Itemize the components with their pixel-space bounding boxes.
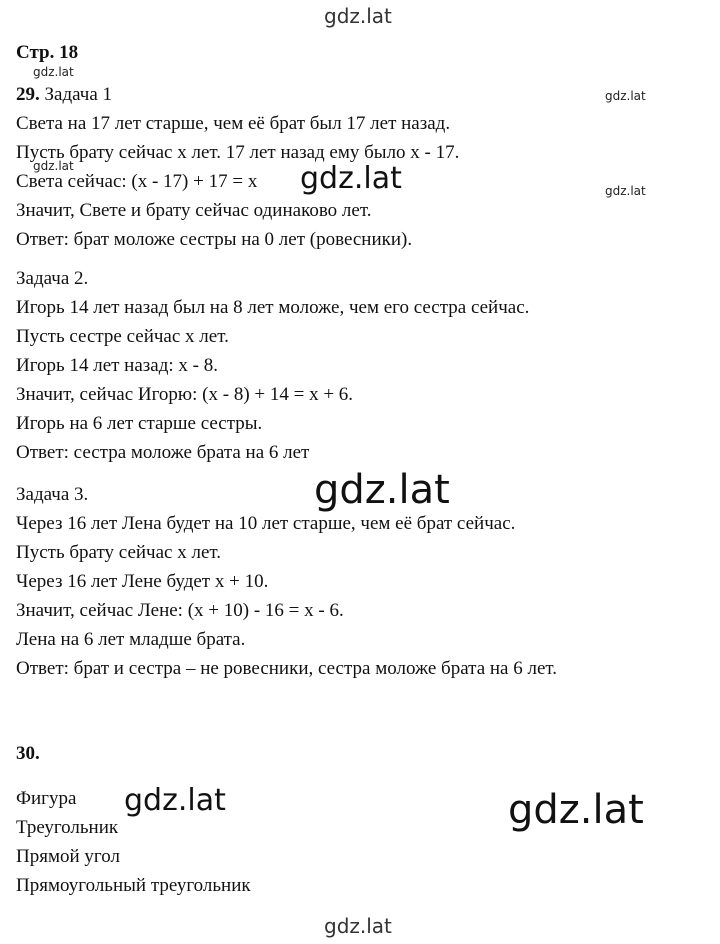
watermark-top: gdz.lat bbox=[324, 4, 392, 28]
task30-item-3: Прямой угол bbox=[16, 846, 120, 867]
watermark-bottom: gdz.lat bbox=[324, 914, 392, 938]
problem1-line-1: Света на 17 лет старше, чем её брат был 17 лет назад. bbox=[16, 113, 451, 134]
problem3-title: Задача 3. bbox=[16, 484, 89, 505]
task30-item-2: Треугольник bbox=[16, 817, 119, 838]
problem2-line-5: Игорь на 6 лет старше сестры. bbox=[16, 413, 263, 434]
problem1-title: Задача 1 bbox=[44, 84, 113, 105]
problem1-line-4: Значит, Свете и брату сейчас одинаково лет. bbox=[16, 200, 372, 221]
task29-number: 29. bbox=[16, 84, 40, 105]
problem3-line-2: Пусть брату сейчас x лет. bbox=[16, 542, 222, 563]
problem2-line-2: Пусть сестре сейчас x лет. bbox=[16, 326, 229, 347]
problem3-line-4: Значит, сейчас Лене: (x + 10) - 16 = x - 6. bbox=[16, 600, 344, 621]
task30-number: 30. bbox=[16, 743, 40, 764]
problem2-line-6: Ответ: сестра моложе брата на 6 лет bbox=[16, 442, 310, 463]
watermark-small-3: gdz.lat bbox=[33, 159, 74, 173]
problem1-line-5: Ответ: брат моложе сестры на 0 лет (ровесники). bbox=[16, 229, 413, 250]
problem1-line-2: Пусть брату сейчас x лет. 17 лет назад ему было x - 17. bbox=[16, 142, 460, 163]
watermark-small-2: gdz.lat bbox=[605, 89, 646, 103]
watermark-small-1: gdz.lat bbox=[33, 65, 74, 79]
problem1-heading bbox=[16, 84, 112, 106]
problem1-line-3: Света сейчас: (x - 17) + 17 = x bbox=[16, 171, 258, 192]
watermark-medium-1: gdz.lat bbox=[300, 161, 402, 196]
problem2-line-1: Игорь 14 лет назад был на 8 лет моложе, чем его сестра сейчас. bbox=[16, 297, 530, 318]
watermark-medium-2: gdz.lat bbox=[124, 783, 226, 818]
problem3-line-3: Через 16 лет Лене будет x + 10. bbox=[16, 571, 269, 592]
problem3-line-6: Ответ: брат и сестра – не ровесники, сестра моложе брата на 6 лет. bbox=[16, 658, 558, 679]
problem3-line-1: Через 16 лет Лена будет на 10 лет старше, чем её брат сейчас. bbox=[16, 513, 516, 534]
watermark-small-4: gdz.lat bbox=[605, 184, 646, 198]
page-label: Стр. 18 bbox=[16, 42, 79, 63]
watermark-large-2: gdz.lat bbox=[508, 787, 644, 833]
problem3-line-5: Лена на 6 лет младше брата. bbox=[16, 629, 246, 650]
problem2-title: Задача 2. bbox=[16, 268, 89, 289]
watermark-large-1: gdz.lat bbox=[314, 467, 450, 513]
task30-item-1: Фигура bbox=[16, 788, 77, 809]
task30-item-4: Прямоугольный треугольник bbox=[16, 875, 251, 896]
problem2-line-3: Игорь 14 лет назад: x - 8. bbox=[16, 355, 218, 376]
problem2-line-4: Значит, сейчас Игорю: (x - 8) + 14 = x + 6. bbox=[16, 384, 354, 405]
